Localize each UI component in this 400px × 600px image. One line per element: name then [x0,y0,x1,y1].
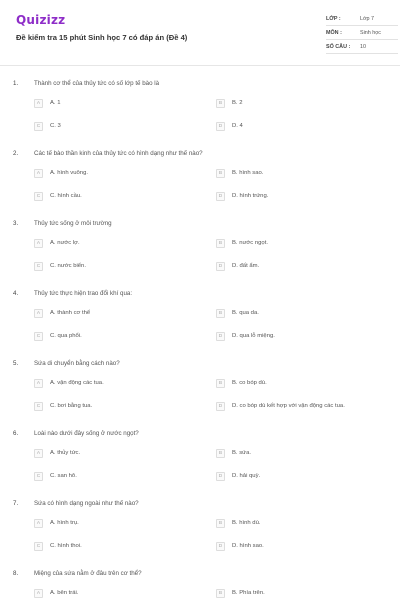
option-text: D. 4 [232,123,243,129]
option-text: D. hình sao. [232,543,264,549]
meta-question-count [298,42,398,54]
meta-label: SỐ CÂU : [326,44,351,50]
question-item [0,346,400,416]
option-text: B. sứa. [232,450,252,456]
option-letter-box: A [34,449,43,458]
option-text: B. co bóp dù. [232,380,267,386]
option-text: A. hình vuông. [50,170,88,176]
option-letter-box: B [216,169,225,178]
question-number: 7. [13,500,19,507]
option-text: C. qua phổi. [50,333,82,339]
option-letter-box: B [216,309,225,318]
option-letter-box: D [216,472,225,481]
question-text: Thủy tức sống ở môi trường [34,220,112,227]
question-number: 5. [13,360,19,367]
meta-class [298,14,398,26]
question-item [0,276,400,346]
option-letter-box: B [216,589,225,598]
meta-value: 10 [360,44,366,50]
option-letter-box: D [216,192,225,201]
option-text: A. thủy tức. [50,450,81,456]
option-letter-box: A [34,239,43,248]
question-number: 3. [13,220,19,227]
option-text: A. vận động các tua. [50,380,104,386]
option-text: A. 1 [50,100,61,106]
option-letter-box: A [34,169,43,178]
option-text: B. hình dù. [232,520,261,526]
option-letter-box: D [216,402,225,411]
option-letter-box: A [34,99,43,108]
meta-label: LỚP : [326,16,341,22]
option-letter-box: A [34,309,43,318]
option-letter-box: A [34,379,43,388]
option-text: B. 2 [232,100,243,106]
option-text: B. Phía trên. [232,590,265,596]
question-item [0,66,400,136]
option-letter-box: D [216,122,225,131]
option-letter-box: C [34,542,43,551]
option-letter-box: B [216,379,225,388]
option-text: B. qua da. [232,310,259,316]
option-letter-box: C [34,402,43,411]
option-text: D. co bóp dù kết hợp với vận động các tua. [232,403,345,409]
option-letter-box: C [34,122,43,131]
option-text: C. nước biển. [50,263,86,269]
question-text: Sứa có hình dạng ngoài như thế nào? [34,500,139,507]
option-text: C. hình cầu. [50,193,82,199]
option-letter-box: A [34,519,43,528]
question-number: 8. [13,570,19,577]
option-letter-box: B [216,239,225,248]
question-item [0,556,400,600]
meta-underline [326,53,398,54]
question-item [0,136,400,206]
question-number: 1. [13,80,19,87]
question-item [0,416,400,486]
option-text: A. thành cơ thể [50,310,91,316]
option-text: C. bơi bằng tua. [50,403,93,409]
question-text: Thành cơ thể của thủy tức có số lớp tế bào là [34,80,160,87]
worksheet-title: Đề kiểm tra 15 phút Sinh học 7 có đáp án (Đề 4) [16,33,188,42]
question-number: 2. [13,150,19,157]
meta-label: MÔN : [326,30,342,36]
option-text: B. nước ngọt. [232,240,268,246]
option-letter-box: C [34,472,43,481]
meta-underline [326,39,398,40]
option-letter-box: B [216,99,225,108]
option-text: C. 3 [50,123,61,129]
meta-value: Sinh học [360,30,381,36]
question-text: Loài nào dưới đây sống ở nước ngọt? [34,430,139,437]
question-item [0,206,400,276]
question-text: Các tế bào thần kinh của thủy tức có hình dạng như thế nào? [34,150,203,157]
question-text: Sứa di chuyển bằng cách nào? [34,360,120,367]
option-letter-box: C [34,332,43,341]
quizizz-logo: Quizizz [16,13,66,27]
option-text: C. hình thoi. [50,543,82,549]
meta-underline [326,25,398,26]
question-text: Miệng của sứa nằm ở đâu trên cơ thể? [34,570,142,577]
option-letter-box: B [216,519,225,528]
option-letter-box: A [34,589,43,598]
option-letter-box: D [216,542,225,551]
question-number: 6. [13,430,19,437]
option-text: A. nước lợ. [50,240,80,246]
question-number: 4. [13,290,19,297]
option-letter-box: D [216,262,225,271]
option-text: B. hình sao. [232,170,264,176]
option-text: D. hải quỳ. [232,473,261,479]
question-item [0,486,400,556]
meta-subject [298,28,398,40]
option-text: A. bên trái. [50,590,79,596]
option-text: D. hình trứng. [232,193,269,199]
option-letter-box: D [216,332,225,341]
meta-value: Lớp 7 [360,16,375,22]
question-text: Thủy tức thực hiện trao đổi khí qua: [34,290,133,297]
option-letter-box: C [34,192,43,201]
option-letter-box: C [34,262,43,271]
option-text: A. hình trụ. [50,520,79,526]
option-text: D. qua lỗ miệng. [232,333,275,339]
option-text: D. đất ẩm. [232,263,260,269]
worksheet-header [0,0,400,66]
option-text: C. san hô. [50,473,77,479]
option-letter-box: B [216,449,225,458]
